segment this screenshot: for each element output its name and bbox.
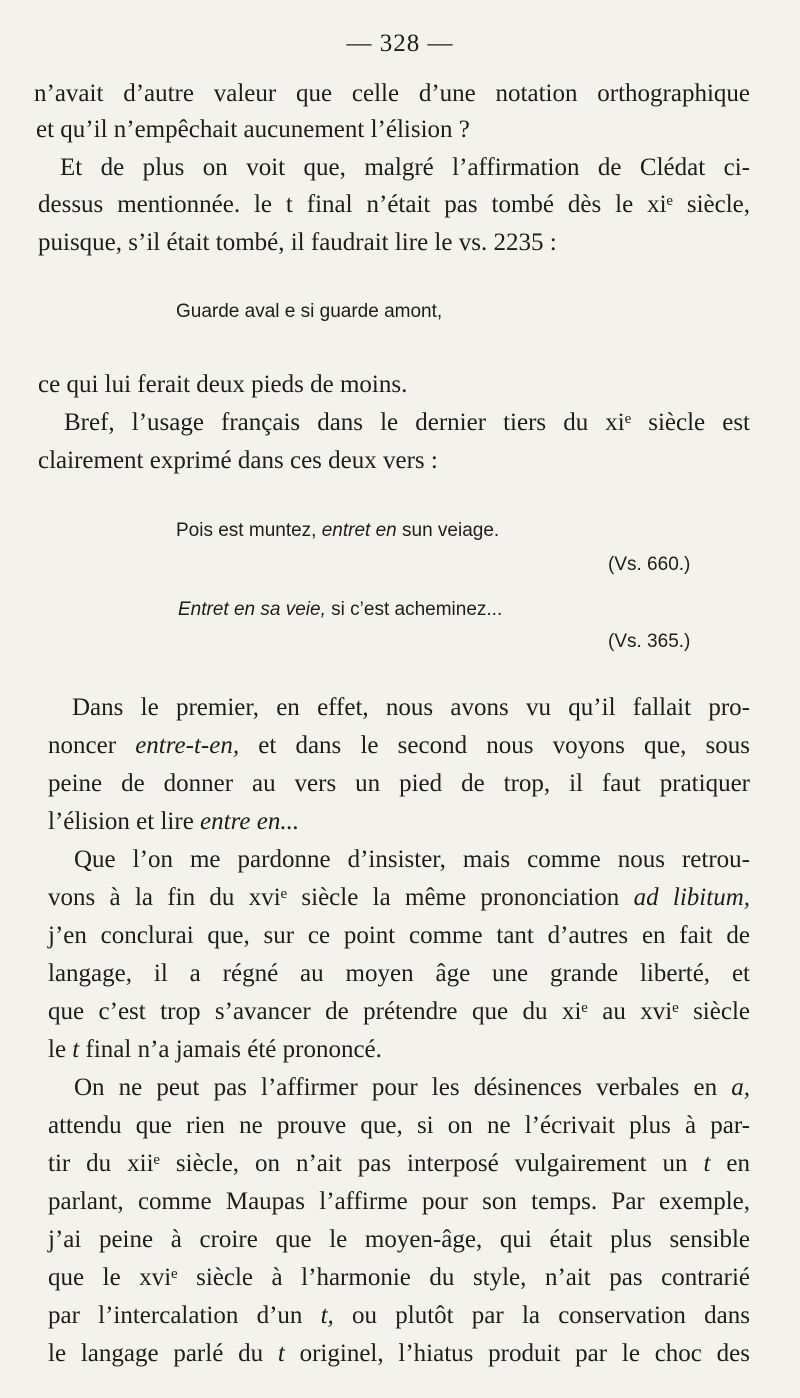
text-line: On ne peut pas l’affirmer pour les désinences verbales en a, xyxy=(74,1074,750,1101)
text-line: dessus mentionnée. le t final n’était pas tombé dès le xiᵉ siècle, xyxy=(38,191,750,218)
text-line: n’avait d’autre valeur que celle d’une notation orthographique xyxy=(34,80,750,107)
page-number: — 328 — xyxy=(346,30,454,57)
text-line: puisque, s’il était tombé, il faudrait lire le vs. 2235 : xyxy=(38,229,557,256)
text-line: le langage parlé du t originel, l’hiatus produit par le choc des xyxy=(48,1340,750,1367)
text-line: j’ai peine à croire que le moyen-âge, qui était plus sensible xyxy=(48,1226,750,1253)
verse-reference: (Vs. 660.) xyxy=(608,554,691,575)
text-line: attendu que rien ne prouve que, si on ne l’écrivait plus à par- xyxy=(48,1112,750,1139)
text-line: Que l’on me pardonne d’insister, mais comme nous retrou- xyxy=(74,846,750,873)
verse-quote: Guarde aval e si guarde amont, xyxy=(176,301,443,322)
text-line: que c’est trop s’avancer de prétendre que du xiᵉ au xviᵉ siècle xyxy=(48,998,750,1025)
text-line: peine de donner au vers un pied de trop, il faut pratiquer xyxy=(48,770,750,797)
text-line: que le xviᵉ siècle à l’harmonie du style, n’ait pas contrarié xyxy=(48,1264,750,1291)
text-line: par l’intercalation d’un t, ou plutôt par la conservation dans xyxy=(48,1302,750,1329)
text-line: noncer entre-t-en, et dans le second nous voyons que, sous xyxy=(48,732,750,759)
text-line: j’en conclurai que, sur ce point comme tant d’autres en fait de xyxy=(48,922,750,949)
text-line: vons à la fin du xviᵉ siècle la même prononciation ad libitum, xyxy=(48,884,751,911)
text-line: l’élision et lire entre en... xyxy=(48,808,300,835)
text-line: Dans le premier, en effet, nous avons vu qu’il fallait pro- xyxy=(72,694,750,721)
text-line: Et de plus on voit que, malgré l’affirmation de Clédat ci- xyxy=(60,154,750,181)
verse-quote: Entret en sa veie, si c’est acheminez... xyxy=(178,599,503,620)
text-line: clairement exprimé dans ces deux vers : xyxy=(38,447,438,474)
text-line: et qu’il n’empêchait aucunement l’élision ? xyxy=(36,116,470,143)
text-line: le t final n’a jamais été prononcé. xyxy=(48,1036,382,1063)
text-line: tir du xiiᵉ siècle, on n’ait pas interposé vulgairement un t en xyxy=(48,1150,750,1177)
verse-quote: Pois est muntez, entret en sun veiage. xyxy=(176,520,500,541)
text-line: ce qui lui ferait deux pieds de moins. xyxy=(38,371,408,398)
text-line: Bref, l’usage français dans le dernier tiers du xiᵉ siècle est xyxy=(64,409,750,436)
text-line: langage, il a régné au moyen âge une grande liberté, et xyxy=(48,960,750,987)
verse-reference: (Vs. 365.) xyxy=(608,631,691,652)
text-line: parlant, comme Maupas l’affirme pour son temps. Par exemple, xyxy=(48,1188,750,1215)
